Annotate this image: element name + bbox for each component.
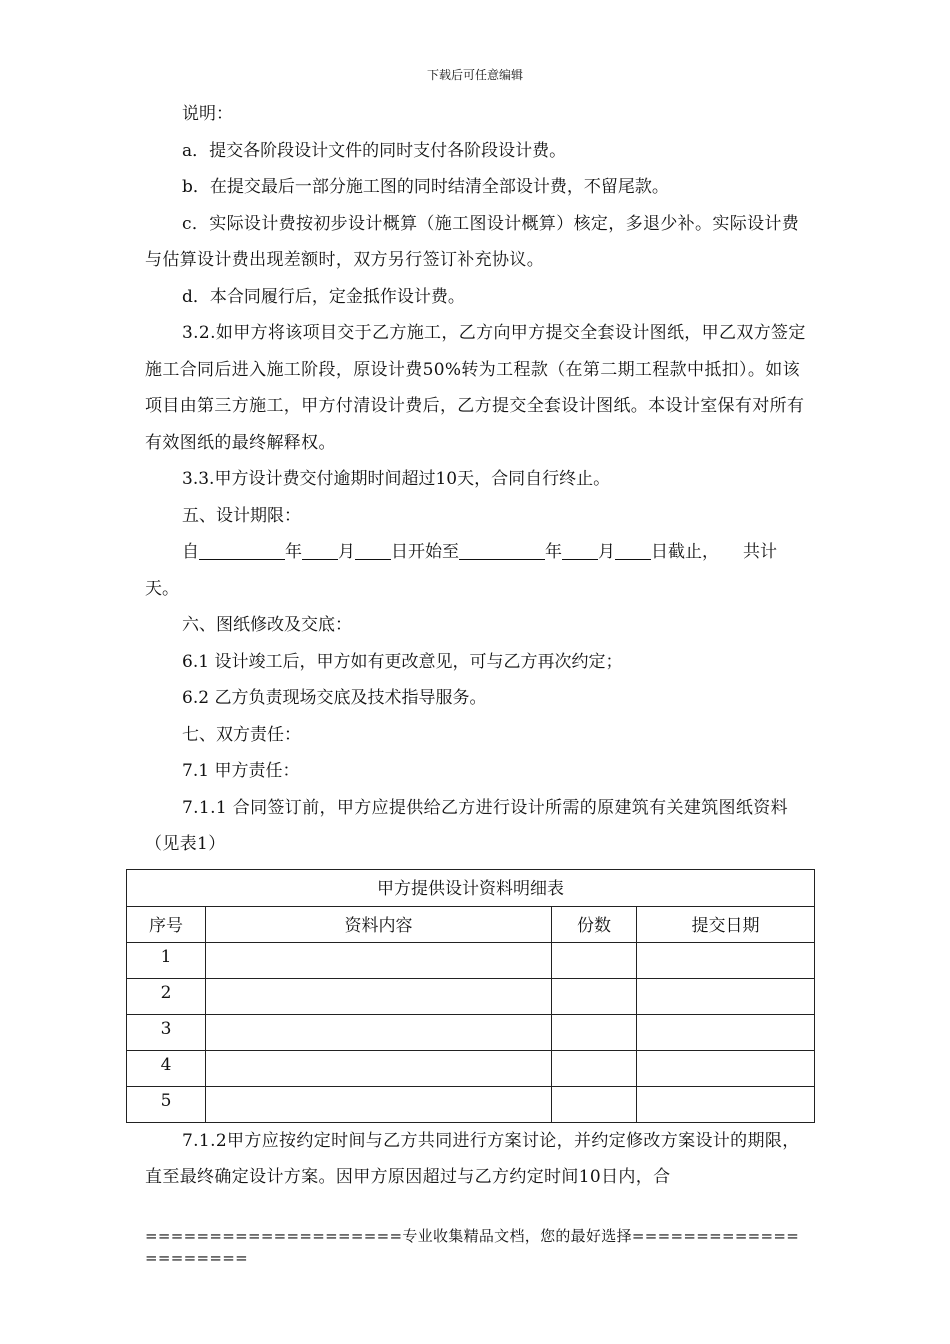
clause-7-1: 7.1 甲方责任： — [182, 761, 300, 781]
clause-6-2: 6.2 乙方负责现场交底及技术指导服务。 — [182, 688, 487, 708]
cell-copies — [552, 978, 637, 1014]
cell-content — [206, 978, 552, 1014]
page-header: 下载后可任意编辑 — [426, 68, 523, 82]
period-day-1: 日开始至 — [391, 542, 459, 562]
cell-index: 2 — [127, 978, 206, 1014]
period-days: 天。 — [145, 578, 179, 599]
table-header-row — [127, 906, 815, 942]
item-b: b．在提交最后一部分施工图的同时结清全部设计费，不留尾款。 — [182, 177, 669, 197]
clause-7-1-1: 7.1.1 合同签订前，甲方应提供给乙方进行设计所需的原建筑有关建筑图纸资料（见表1） — [145, 797, 788, 854]
blank-day-1 — [355, 539, 391, 560]
blank-month-1 — [302, 539, 338, 560]
cell-index: 1 — [127, 942, 206, 978]
header-copies: 份数 — [552, 906, 637, 942]
cell-copies — [552, 1086, 637, 1122]
explain-title: 说明： — [182, 104, 233, 124]
blank-day-2 — [615, 539, 651, 560]
materials-table — [126, 869, 815, 1123]
cell-content — [206, 942, 552, 978]
blank-year-1 — [199, 539, 285, 560]
cell-content — [206, 1014, 552, 1050]
item-d: d．本合同履行后，定金抵作设计费。 — [182, 286, 465, 307]
clause-3-2: 3.2.如甲方将该项目交于乙方施工，乙方向甲方提交全套设计图纸，甲乙双方签定施工合同后进入施工阶段，原设计费50%转为工程款（在第二期工程款中抵扣）。如该项目由第三方施工，甲方付清设计费后，乙方提交全套设计图纸。本设计室保有对所有有效图纸的最终解释权。 — [145, 323, 806, 453]
cell-copies — [552, 1014, 637, 1050]
header-content: 资料内容 — [206, 906, 552, 942]
section5-title: 五、设计期限： — [182, 505, 301, 526]
cell-copies — [552, 1050, 637, 1086]
cell-index: 3 — [127, 1014, 206, 1050]
period-year-2: 年 — [545, 542, 562, 562]
period-year-1: 年 — [285, 542, 302, 562]
cell-content — [206, 1086, 552, 1122]
blank-year-2 — [459, 539, 545, 560]
table-row — [127, 1050, 815, 1086]
section6-title: 六、图纸修改及交底： — [182, 615, 352, 635]
period-month-2: 月 — [598, 542, 615, 562]
item-a: a．提交各阶段设计文件的同时支付各阶段设计费。 — [182, 140, 567, 161]
cell-index: 5 — [127, 1086, 206, 1122]
cell-copies — [552, 942, 637, 978]
page-footer: ====================专业收集精品文档，您的最好选择===================== — [145, 1227, 800, 1267]
cell-date — [637, 942, 815, 978]
header-index: 序号 — [127, 906, 206, 942]
table-row — [127, 1014, 815, 1050]
clause-3-3: 3.3.甲方设计费交付逾期时间超过10天，合同自行终止。 — [182, 469, 611, 489]
blank-month-2 — [562, 539, 598, 560]
item-c: c．实际设计费按初步设计概算（施工图设计概算）核定，多退少补。实际设计费与估算设计费出现差额时，双方另行签订补充协议。 — [145, 213, 800, 270]
clause-7-1-2: 7.1.2甲方应按约定时间与乙方共同进行方案讨论，并约定修改方案设计的期限，直至最终确定设计方案。因甲方原因超过与乙方约定时间10日内，合 — [145, 1130, 800, 1187]
cell-date — [637, 1050, 815, 1086]
cell-content — [206, 1050, 552, 1086]
period-day-2: 日截止， — [651, 542, 719, 562]
cell-date — [637, 1014, 815, 1050]
section7-title: 七、双方责任： — [182, 724, 301, 745]
clause-6-1: 6.1 设计竣工后，甲方如有更改意见，可与乙方再次约定； — [182, 651, 623, 672]
table-row — [127, 978, 815, 1014]
table-row — [127, 942, 815, 978]
period-month-1: 月 — [338, 542, 355, 562]
header-date: 提交日期 — [637, 906, 815, 942]
table-row — [127, 1086, 815, 1122]
period-from: 自 — [182, 542, 199, 562]
period-total: 共计 — [743, 542, 777, 562]
cell-date — [637, 978, 815, 1014]
cell-index: 4 — [127, 1050, 206, 1086]
design-period-line — [145, 534, 808, 571]
cell-date — [637, 1086, 815, 1122]
document-body — [145, 96, 808, 1196]
table-title: 甲方提供设计资料明细表 — [127, 869, 815, 906]
